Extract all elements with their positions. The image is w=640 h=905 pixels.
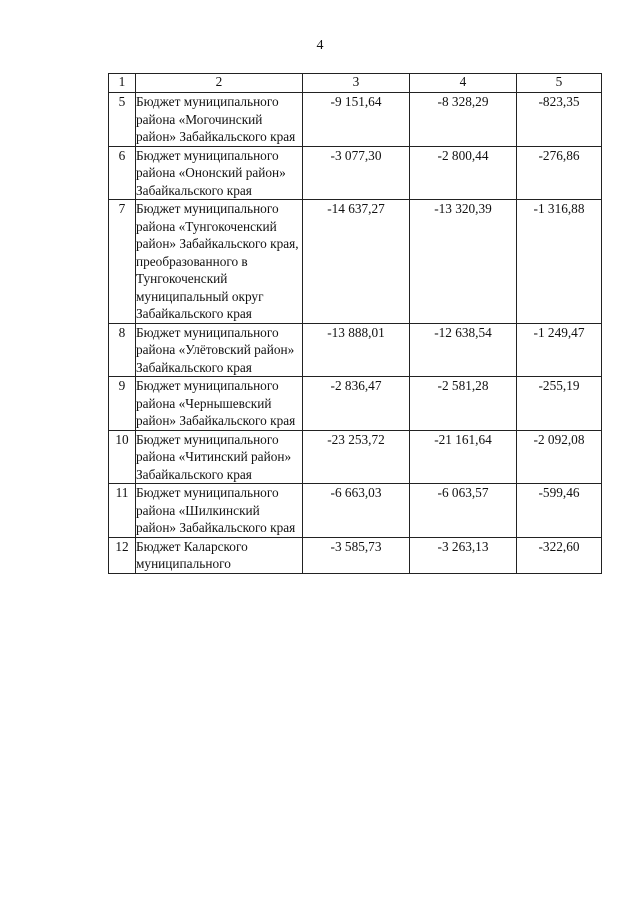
budget-name: Бюджет муниципального района «Чернышевский район» Забайкальского края: [136, 377, 303, 431]
table-row: [109, 484, 602, 538]
table-body: [109, 93, 602, 574]
header-row: [109, 74, 602, 93]
budget-name: Бюджет муниципального района «Улётовский район» Забайкальского края: [136, 323, 303, 377]
row-number: 5: [109, 93, 136, 147]
budget-name: Бюджет муниципального района «Шилкинский район» Забайкальского края: [136, 484, 303, 538]
budget-name: Бюджет Каларского муниципального: [136, 537, 303, 573]
value-col-4: -21 161,64: [410, 430, 517, 484]
value-col-3: -6 663,03: [303, 484, 410, 538]
value-col-4: -2 581,28: [410, 377, 517, 431]
header-col-5: 5: [517, 74, 602, 93]
value-col-3: -13 888,01: [303, 323, 410, 377]
header-col-1: 1: [109, 74, 136, 93]
table-row: [109, 146, 602, 200]
value-col-5: -276,86: [517, 146, 602, 200]
budget-name: Бюджет муниципального района «Тунгокоченский район» Забайкальского края, преобразованного в Тунгокоченский муниципальный округ Забайкальского края: [136, 200, 303, 324]
table-header: [109, 74, 602, 93]
value-col-3: -3 077,30: [303, 146, 410, 200]
value-col-4: -6 063,57: [410, 484, 517, 538]
row-number: 12: [109, 537, 136, 573]
budget-name: Бюджет муниципального района «Могочинский район» Забайкальского края: [136, 93, 303, 147]
table-row: [109, 200, 602, 324]
value-col-3: -14 637,27: [303, 200, 410, 324]
value-col-4: -3 263,13: [410, 537, 517, 573]
table-row: [109, 537, 602, 573]
budget-name: Бюджет муниципального района «Читинский район» Забайкальского края: [136, 430, 303, 484]
header-col-4: 4: [410, 74, 517, 93]
table-row: [109, 377, 602, 431]
budget-name: Бюджет муниципального района «Ононский район» Забайкальского края: [136, 146, 303, 200]
value-col-5: -322,60: [517, 537, 602, 573]
value-col-5: -1 316,88: [517, 200, 602, 324]
value-col-5: -823,35: [517, 93, 602, 147]
value-col-3: -3 585,73: [303, 537, 410, 573]
value-col-5: -599,46: [517, 484, 602, 538]
value-col-5: -1 249,47: [517, 323, 602, 377]
row-number: 7: [109, 200, 136, 324]
value-col-4: -2 800,44: [410, 146, 517, 200]
value-col-4: -12 638,54: [410, 323, 517, 377]
value-col-4: -13 320,39: [410, 200, 517, 324]
table-row: [109, 323, 602, 377]
table-row: [109, 93, 602, 147]
row-number: 9: [109, 377, 136, 431]
budget-table: [108, 73, 602, 574]
table-row: [109, 430, 602, 484]
value-col-4: -8 328,29: [410, 93, 517, 147]
value-col-3: -2 836,47: [303, 377, 410, 431]
value-col-5: -255,19: [517, 377, 602, 431]
value-col-5: -2 092,08: [517, 430, 602, 484]
header-col-2: 2: [136, 74, 303, 93]
row-number: 8: [109, 323, 136, 377]
row-number: 10: [109, 430, 136, 484]
page-number: 4: [316, 38, 324, 53]
row-number: 6: [109, 146, 136, 200]
header-col-3: 3: [303, 74, 410, 93]
value-col-3: -9 151,64: [303, 93, 410, 147]
value-col-3: -23 253,72: [303, 430, 410, 484]
row-number: 11: [109, 484, 136, 538]
